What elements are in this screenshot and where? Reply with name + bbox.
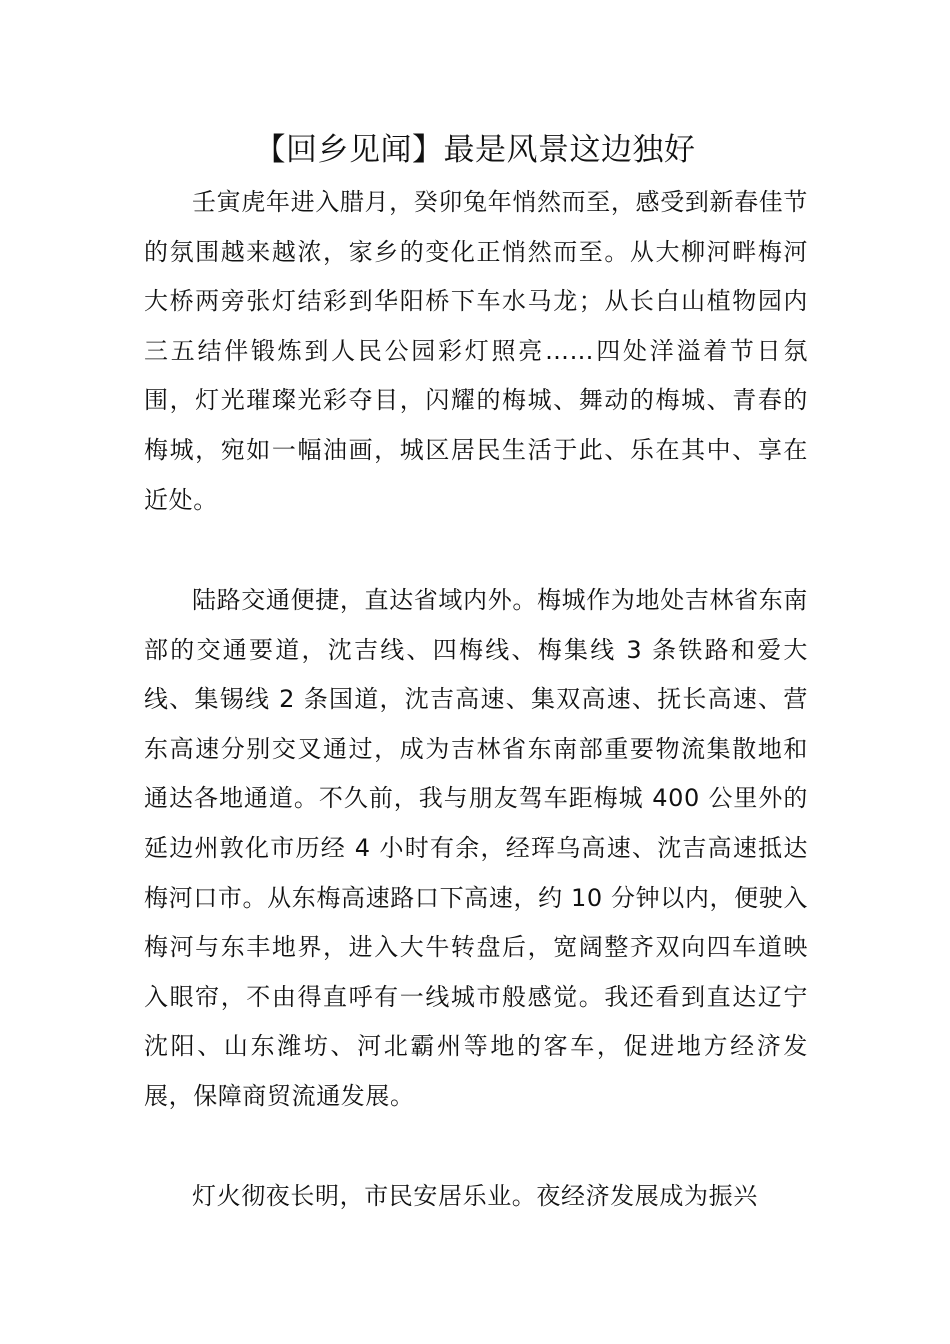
paragraph-3: 灯火彻夜长明，市民安居乐业。夜经济发展成为振兴: [192, 1182, 758, 1210]
paragraph-1: 壬寅虎年进入腊月，癸卯兔年悄然而至，感受到新春佳节的氛围越来越浓，家乡的变化正悄然而至。从大柳河畔梅河大桥两旁张灯结彩到华阳桥下车水马龙；从长白山植物园内三五结伴锻炼到人民公园彩灯照亮……四处洋溢着节日氛围，灯光璀璨光彩夺目，闪耀的梅城、舞动的梅城、青春的梅城，宛如一幅油画，城区居民生活于此、乐在其中、享在近处。: [144, 188, 808, 514]
paragraph-2: 陆路交通便捷，直达省域内外。梅城作为地处吉林省东南部的交通要道，沈吉线、四梅线、梅集线 3 条铁路和爱大线、集锡线 2 条国道，沈吉高速、集双高速、抚长高速、营东高速分别交叉通过，成为吉林省东南部重要物流集散地和通达各地通道。不久前，我与朋友驾车距梅城 400 公里外的延边州敦化市历经 4 小时有余，经珲乌高速、沈吉高速抵达梅河口市。从东梅高速路口下高速，约 10 分钟以内，便驶入梅河与东丰地界，进入大牛转盘后，宽阔整齐双向四车道映入眼帘，不由得直呼有一线城市般感觉。我还看到直达辽宁沈阳、山东潍坊、河北霸州等地的客车，促进地方经济发展，保障商贸流通发展。: [144, 586, 808, 1110]
document-title: 【回乡见闻】最是风景这边独好: [254, 132, 696, 168]
